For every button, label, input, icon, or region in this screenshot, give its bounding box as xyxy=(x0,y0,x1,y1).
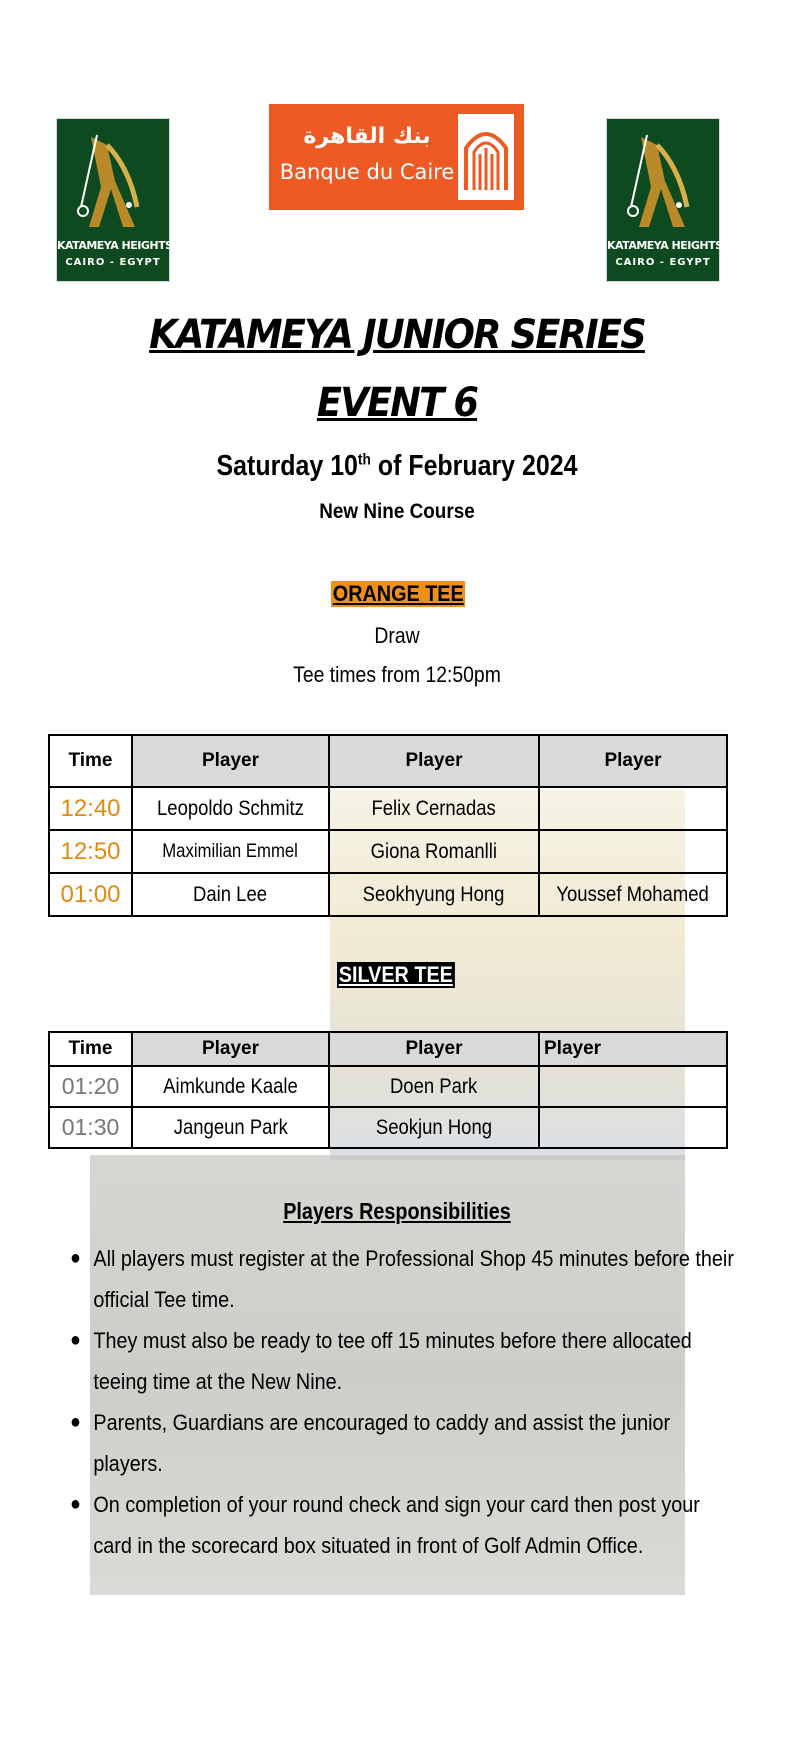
tee-time: 01:00 xyxy=(49,873,132,916)
orange-tee-label: ORANGE TEE xyxy=(332,581,464,606)
player-name: Dain Lee xyxy=(193,882,268,906)
silver-tee-table xyxy=(48,1031,728,1149)
player-cell xyxy=(132,1066,329,1107)
bullet-icon: ● xyxy=(70,1493,81,1515)
katameya-heights-logo-left xyxy=(56,118,173,282)
player-cell xyxy=(539,873,727,916)
list-item-text: teeing time at the New Nine. xyxy=(93,1369,343,1394)
player-name: Aimkunde Kaale xyxy=(163,1074,298,1098)
list-item-text: card in the scorecard box situated in front of Golf Admin Office. xyxy=(93,1533,644,1558)
responsibilities-list xyxy=(70,1238,734,1566)
player-cell xyxy=(329,830,539,873)
list-item xyxy=(70,1361,750,1402)
list-item-text: official Tee time. xyxy=(93,1287,235,1312)
player-cell xyxy=(132,873,329,916)
list-item xyxy=(70,1525,750,1566)
player-cell xyxy=(132,787,329,830)
column-header: Player xyxy=(132,1032,329,1066)
list-item-text: They must also be ready to tee off 15 minutes before there allocated xyxy=(93,1328,692,1353)
player-name: Seokhyung Hong xyxy=(363,882,505,906)
column-header: Player xyxy=(539,1032,727,1066)
column-header: Player xyxy=(539,735,727,787)
banque-du-caire-logo xyxy=(269,104,524,210)
table-row xyxy=(49,1066,727,1107)
player-name: Giona Romanlli xyxy=(370,839,498,863)
golfer-emblem-icon xyxy=(71,127,155,237)
list-item-text: players. xyxy=(93,1451,163,1476)
player-name: Leopoldo Schmitz xyxy=(157,796,304,820)
club-name-line2: CAIRO - EGYPT xyxy=(65,257,161,268)
player-name: Seokjun Hong xyxy=(375,1115,493,1139)
golfer-emblem-icon xyxy=(621,127,705,237)
bullet-icon: ● xyxy=(70,1247,81,1269)
bullet-icon: ● xyxy=(70,1411,81,1433)
silver-tee-label: SILVER TEE xyxy=(338,962,453,987)
table-row xyxy=(49,873,727,916)
bank-emblem-icon xyxy=(458,114,514,200)
draw-label: Draw xyxy=(374,623,420,648)
table-row xyxy=(49,787,727,830)
table-row xyxy=(49,830,727,873)
player-cell xyxy=(132,1107,329,1148)
bullet-icon: ● xyxy=(70,1329,81,1351)
player-name: Doen Park xyxy=(390,1074,478,1098)
table-row xyxy=(49,1107,727,1148)
page-title: KATAMEYA JUNIOR SERIES xyxy=(149,312,645,358)
date-prefix: Saturday 10 xyxy=(216,450,358,482)
club-name-line1: KATAMEYA HEIGHTS xyxy=(607,239,723,252)
tee-time: 12:50 xyxy=(49,830,132,873)
player-cell xyxy=(329,1107,539,1148)
player-cell xyxy=(329,787,539,830)
column-header: Player xyxy=(329,735,539,787)
tee-time: 01:20 xyxy=(49,1066,132,1107)
club-name-line2: CAIRO - EGYPT xyxy=(615,257,711,268)
bank-name-arabic: بنك القاهرة xyxy=(303,124,431,149)
player-cell xyxy=(329,1066,539,1107)
player-cell xyxy=(539,1107,727,1148)
list-item xyxy=(70,1238,750,1279)
bank-name: Banque du Caire xyxy=(279,160,455,184)
player-cell xyxy=(539,1066,727,1107)
list-item xyxy=(70,1279,750,1320)
player-cell xyxy=(132,830,329,873)
katameya-heights-logo-right xyxy=(606,118,723,282)
event-number: EVENT 6 xyxy=(316,380,478,426)
list-item xyxy=(70,1443,750,1484)
responsibilities-heading: Players Responsibilities xyxy=(283,1198,511,1224)
list-item-text: All players must register at the Professional Shop 45 minutes before their xyxy=(93,1246,734,1271)
column-header: Player xyxy=(132,735,329,787)
tee-time: 12:40 xyxy=(49,787,132,830)
list-item-text: On completion of your round check and sign your card then post your xyxy=(93,1492,700,1517)
player-name: Jangeun Park xyxy=(173,1115,288,1139)
date-ordinal: th xyxy=(357,451,371,469)
list-item xyxy=(70,1402,750,1443)
player-name: Felix Cernadas xyxy=(371,796,497,820)
table-header-row xyxy=(49,735,727,787)
club-name-line1: KATAMEYA HEIGHTS xyxy=(57,239,173,252)
list-item xyxy=(70,1484,750,1525)
column-header: Time xyxy=(49,1032,132,1066)
column-header: Player xyxy=(329,1032,539,1066)
tee-times-note: Tee times from 12:50pm xyxy=(293,662,501,687)
list-item xyxy=(70,1320,750,1361)
tee-time: 01:30 xyxy=(49,1107,132,1148)
player-cell xyxy=(329,873,539,916)
player-name: Maximilian Emmel xyxy=(162,840,299,862)
player-name: Youssef Mohamed xyxy=(556,882,710,906)
player-cell xyxy=(539,787,727,830)
column-header: Time xyxy=(49,735,132,787)
list-item-text: Parents, Guardians are encouraged to caddy and assist the junior xyxy=(93,1410,671,1435)
date-suffix: of February 2024 xyxy=(370,450,578,482)
orange-tee-table xyxy=(48,734,728,917)
player-cell xyxy=(539,830,727,873)
event-date xyxy=(56,450,739,483)
table-header-row xyxy=(49,1032,727,1066)
course-name: New Nine Course xyxy=(319,500,475,523)
